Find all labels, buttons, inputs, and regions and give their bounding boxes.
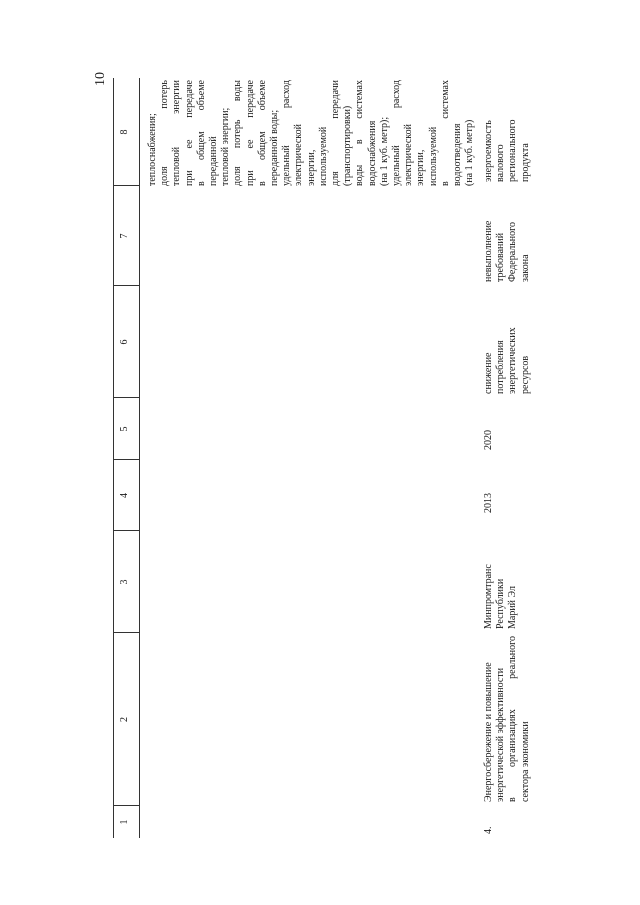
text-line: переданной воды;: [269, 109, 281, 186]
table-rotated: [113, 78, 533, 838]
text-line: продукта: [519, 143, 531, 182]
text-line: в организациях реального: [507, 636, 519, 802]
column-header-4: 4: [119, 493, 130, 498]
row-number: 4.: [483, 826, 494, 834]
text-line: доля потерь: [159, 80, 171, 186]
text-line: закона: [519, 254, 531, 282]
column-header-1: 1: [119, 819, 130, 825]
text-line: используемой: [317, 126, 329, 186]
text-line: для передачи: [330, 80, 342, 186]
text-line: (на 1 куб. метр);: [378, 116, 390, 186]
text-line: Марий Эл: [507, 586, 519, 629]
text-line: доля потерь воды: [232, 80, 244, 186]
text-line: энергии,: [415, 149, 427, 186]
text-line: электрической: [293, 124, 305, 186]
text-line: сектора экономики: [519, 721, 531, 802]
text-line: Минпромтранс: [483, 564, 494, 629]
text-line: используемой: [427, 126, 439, 186]
text-line: при ее передаче: [183, 80, 195, 186]
text-line: энергоемкость: [483, 120, 494, 182]
text-line: электрической: [403, 124, 415, 186]
column-header-7: 7: [119, 233, 130, 239]
column-header-3: 3: [119, 579, 130, 585]
text-line: в системах: [439, 80, 451, 186]
program-name-cell: [483, 636, 532, 802]
text-line: снижение: [483, 352, 494, 394]
text-line: энергии,: [305, 149, 317, 186]
consequences-cell: [483, 188, 532, 282]
text-line: тепловой энергии: [171, 80, 183, 186]
text-line: водоснабжения: [366, 120, 378, 186]
start-year-cell: 2013: [483, 493, 494, 513]
text-line: валового: [495, 144, 507, 182]
text-line: в общем объеме: [256, 80, 268, 186]
page-number: 10: [93, 72, 108, 86]
text-line: Республики: [495, 578, 507, 629]
text-line: энергетической эффективности: [495, 667, 507, 802]
text-line: удельный расход: [391, 80, 403, 186]
column-header-5: 5: [119, 426, 130, 432]
text-line: невыполнение: [483, 220, 494, 282]
column-header-2: 2: [119, 717, 130, 722]
text-line: удельный расход: [281, 80, 293, 186]
text-line: (транспортировки): [342, 105, 354, 186]
indicators-cell: [483, 82, 532, 182]
text-line: ресурсов: [519, 355, 531, 394]
text-line: переданной: [208, 136, 220, 186]
text-line: Федерального: [507, 221, 519, 282]
text-line: энергетических: [507, 327, 519, 394]
text-line: водоотведения: [452, 123, 464, 186]
text-line: Энергосбережение и повышение: [483, 662, 494, 802]
text-line: теплоснабжения;: [147, 113, 158, 186]
text-line: регионального: [507, 119, 519, 182]
responsible-executor-cell: [483, 533, 520, 629]
text-line: потребления: [495, 340, 507, 394]
continuation-indicators-cell: [147, 80, 476, 186]
end-year-cell: 2020: [483, 430, 494, 450]
text-line: при ее передаче: [244, 80, 256, 186]
text-line: в общем объеме: [195, 80, 207, 186]
expected-result-cell: [483, 288, 532, 394]
header-bottom-rule: [139, 78, 140, 838]
header-top-rule: [113, 78, 114, 838]
table-header-row: [113, 78, 139, 838]
text-line: (на 1 куб. метр): [464, 119, 476, 186]
column-header-8: 8: [119, 129, 130, 135]
column-header-6: 6: [119, 339, 130, 345]
text-line: тепловой энергии;: [220, 107, 232, 186]
text-line: воды в системах: [354, 80, 366, 186]
text-line: требований: [495, 232, 507, 282]
